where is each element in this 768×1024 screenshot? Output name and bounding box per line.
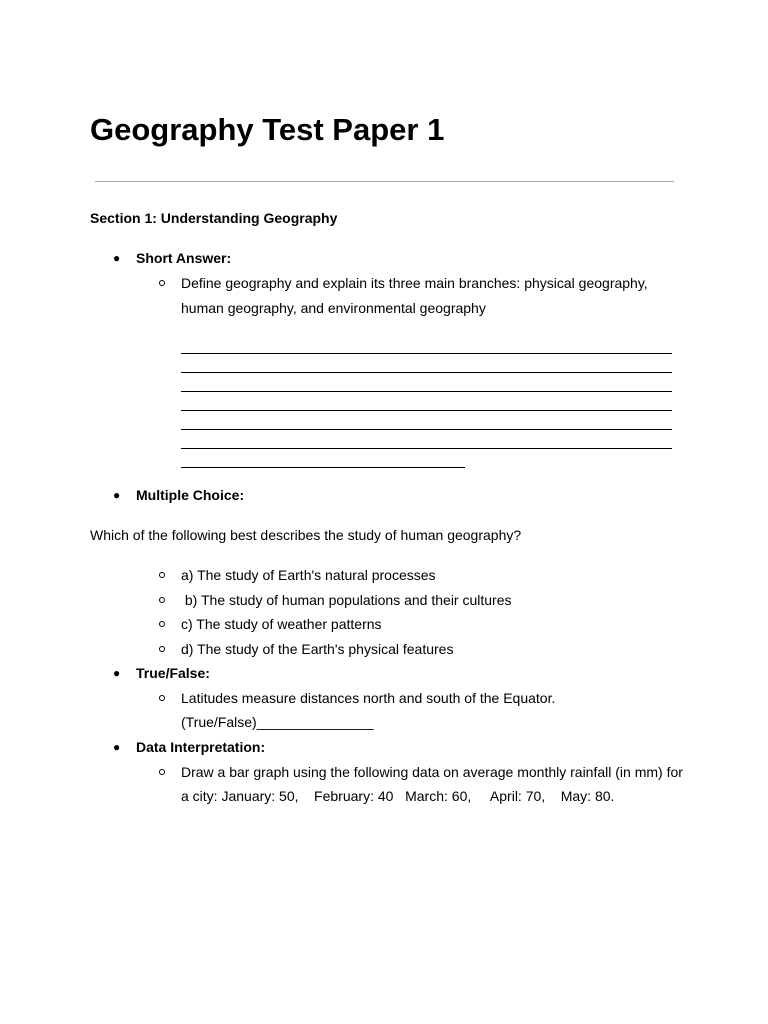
hollow-bullet-icon [159, 646, 165, 652]
hollow-bullet-icon [159, 695, 165, 701]
short-answer-label: Short Answer: [136, 250, 232, 266]
answer-blank-line[interactable] [181, 410, 672, 411]
bullet-icon: ● [113, 488, 121, 502]
short-answer-question: human geography, and environmental geography [181, 300, 486, 316]
choice-option: a) The study of Earth's natural processes [181, 567, 436, 583]
short-answer-question: Define geography and explain its three main branches: physical geography, [181, 275, 648, 291]
answer-blank-line[interactable] [181, 353, 672, 354]
choice-option: b) The study of human populations and their cultures [181, 592, 512, 608]
answer-blank-line[interactable] [181, 467, 465, 468]
page-title: Geography Test Paper 1 [90, 112, 445, 147]
bullet-icon: ● [113, 740, 121, 754]
answer-blank-line[interactable] [181, 448, 672, 449]
multiple-choice-question: Which of the following best describes the study of human geography? [90, 527, 522, 543]
choice-option: d) The study of the Earth's physical features [181, 641, 454, 657]
section-heading: Section 1: Understanding Geography [90, 210, 338, 226]
true-false-statement: Latitudes measure distances north and south of the Equator. [181, 690, 556, 706]
answer-blank-line[interactable] [181, 372, 672, 373]
bullet-icon: ● [113, 666, 121, 680]
hollow-bullet-icon [159, 280, 165, 286]
hollow-bullet-icon [159, 621, 165, 627]
choice-option: c) The study of weather patterns [181, 616, 382, 632]
horizontal-divider [95, 181, 674, 182]
hollow-bullet-icon [159, 597, 165, 603]
multiple-choice-label: Multiple Choice: [136, 487, 245, 503]
bullet-icon: ● [113, 251, 121, 265]
true-false-answer-blank: (True/False)_______________ [181, 714, 374, 730]
true-false-label: True/False: [136, 665, 210, 681]
data-interpretation-task: Draw a bar graph using the following data on average monthly rainfall (in mm) for [181, 764, 683, 780]
answer-blank-line[interactable] [181, 391, 672, 392]
data-interpretation-label: Data Interpretation: [136, 739, 266, 755]
data-interpretation-task: a city: January: 50, February: 40 March: 60, April: 70, May: 80. [181, 788, 615, 804]
hollow-bullet-icon [159, 572, 165, 578]
hollow-bullet-icon [159, 769, 165, 775]
answer-blank-line[interactable] [181, 429, 672, 430]
